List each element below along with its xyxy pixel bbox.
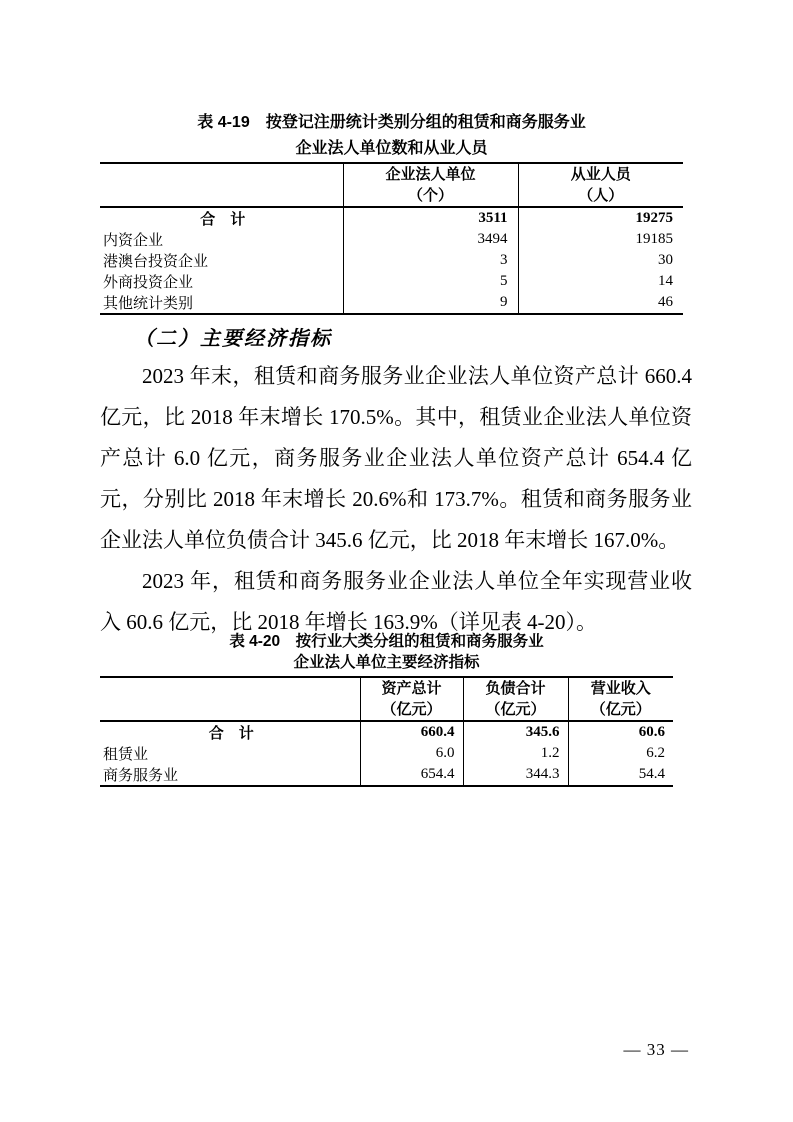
column-header-text: 企业法人单位 [385, 166, 476, 183]
column-header-employees [518, 163, 683, 207]
column-header-text: 负债合计 [485, 680, 546, 697]
cell-value: 6.0 [360, 743, 463, 764]
table-4-19-title [100, 110, 683, 162]
cell-value: 3494 [343, 229, 518, 250]
cell-value: 3 [343, 250, 518, 271]
cell-value: 345.6 [463, 721, 568, 743]
cell-value: 654.4 [360, 764, 463, 786]
table-row-total [100, 207, 683, 229]
cell-value: 19185 [518, 229, 683, 250]
row-label: 租赁业 [103, 747, 149, 763]
cell-value: 30 [518, 250, 683, 271]
cell-value: 54.4 [568, 764, 673, 786]
column-header-text: 资产总计 [381, 680, 442, 697]
table-row [100, 743, 673, 764]
column-header-unit: （个） [407, 187, 453, 204]
table-4-20 [100, 676, 673, 787]
cell-value: 3511 [343, 207, 518, 229]
row-label: 内资企业 [103, 233, 164, 249]
row-label: 商务服务业 [103, 768, 179, 784]
cell-value: 14 [518, 271, 683, 292]
row-label: 其他统计类别 [103, 296, 194, 312]
table-row [100, 292, 683, 314]
table-4-19 [100, 162, 683, 315]
row-label: 港澳台投资企业 [103, 254, 209, 270]
column-header-unit: （亿元） [590, 701, 651, 718]
cell-value: 9 [343, 292, 518, 314]
cell-value: 5 [343, 271, 518, 292]
cell-value: 660.4 [360, 721, 463, 743]
table-row [100, 250, 683, 271]
page-number: — 33 — [623, 1040, 689, 1059]
table-4-20-header-row [100, 677, 673, 721]
paragraph: 2023 年，租赁和商务服务业企业法人单位全年实现营业收入 60.6 亿元，比 2018 年增长 163.9%（详见表 4-20）。 [100, 569, 692, 634]
column-header-revenue [568, 677, 673, 721]
column-header-text: 从业人员 [570, 166, 631, 183]
row-label: 外商投资企业 [103, 275, 194, 291]
stub-header-cell [100, 163, 343, 207]
table-4-19-title-line1: 表 4-19 按登记注册统计类别分组的租赁和商务服务业 [197, 114, 586, 131]
cell-value: 46 [518, 292, 683, 314]
table-row-total [100, 721, 673, 743]
cell-value: 60.6 [568, 721, 673, 743]
cell-value: 344.3 [463, 764, 568, 786]
table-4-19-header-row [100, 163, 683, 207]
cell-value: 6.2 [568, 743, 673, 764]
column-header-text: 营业收入 [590, 680, 651, 697]
column-header-liabilities [463, 677, 568, 721]
row-label: 合 计 [208, 725, 254, 742]
body-text [100, 356, 692, 643]
table-row [100, 764, 673, 786]
section-heading: （二）主要经济指标 [134, 328, 332, 350]
paragraph: 2023 年末，租赁和商务服务业企业法人单位资产总计 660.4 亿元，比 2018 年末增长 170.5%。其中，租赁业企业法人单位资产总计 6.0 亿元，商务服务业企业法人单位资产总计 654.4 亿元，分别比 2018 年末增长 20.6%和 173.7%。租赁和商务服务业企业法人单位负债合计 345.6 亿元，比 2018 年末增长 167.0%。 [100, 364, 692, 552]
column-header-assets [360, 677, 463, 721]
table-4-20-title [100, 631, 673, 673]
column-header-units [343, 163, 518, 207]
row-label: 合 计 [200, 211, 246, 228]
column-header-unit: （亿元） [485, 701, 546, 718]
column-header-unit: （人） [578, 187, 624, 204]
stub-header-cell [100, 677, 360, 721]
table-4-20-title-line1: 表 4-20 按行业大类分组的租赁和商务服务业 [229, 633, 544, 650]
table-4-20-title-line2: 企业法人单位主要经济指标 [293, 654, 480, 671]
table-4-19-title-line2: 企业法人单位数和从业人员 [295, 140, 488, 157]
cell-value: 1.2 [463, 743, 568, 764]
cell-value: 19275 [518, 207, 683, 229]
table-row [100, 229, 683, 250]
column-header-unit: （亿元） [381, 701, 442, 718]
table-row [100, 271, 683, 292]
